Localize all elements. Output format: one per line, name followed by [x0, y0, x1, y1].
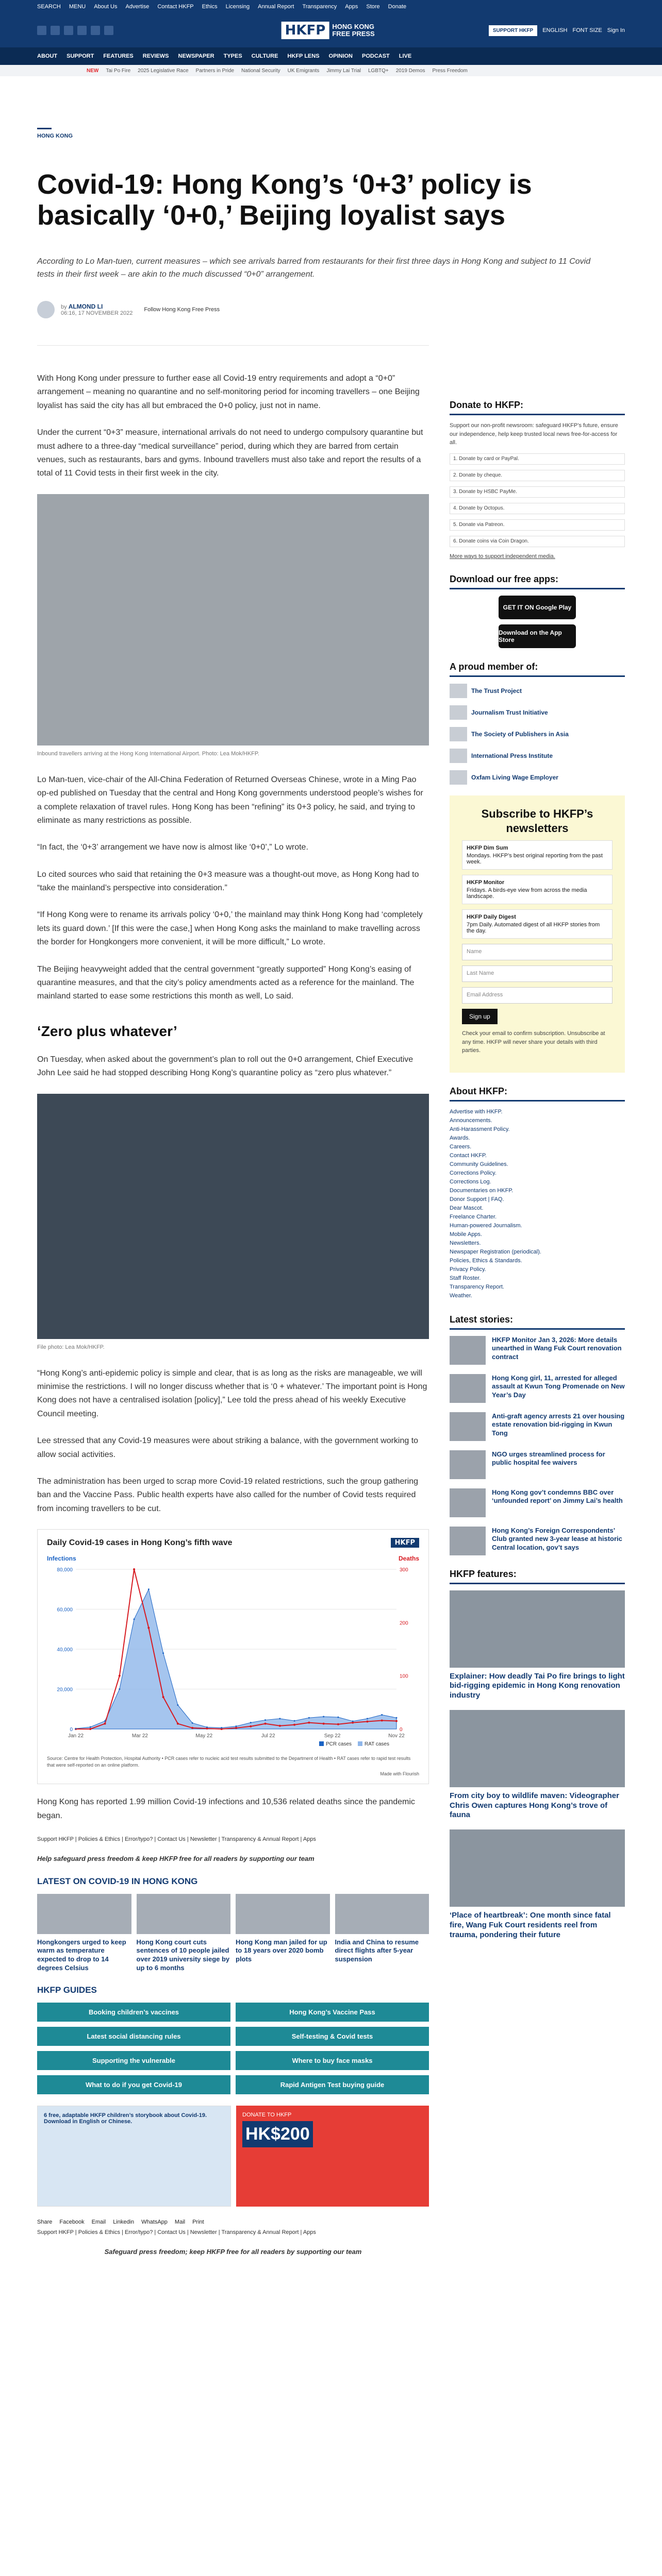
about-link[interactable]: Community Guidelines.	[450, 1161, 508, 1167]
about-heading: About HKFP:	[450, 1086, 625, 1101]
logo-text: HONG KONG FREE PRESS	[332, 22, 375, 38]
guide-button[interactable]: Supporting the vulnerable	[37, 2051, 230, 2070]
story-thumb	[450, 1412, 486, 1441]
advertise-link[interactable]: Advertise	[125, 4, 150, 10]
apps-heading: Download our free apps:	[450, 574, 625, 589]
story-title[interactable]: Hong Kong girl, 11, arrested for alleged assault at Kwun Tong Promenade on New Year’s Day	[492, 1374, 625, 1399]
infection-point	[352, 1720, 354, 1722]
y-left-tick: 60,000	[57, 1607, 73, 1613]
about-link[interactable]: Advertise with HKFP.	[450, 1108, 503, 1115]
image-caption: Inbound travellers arriving at the Hong Kong International Airport. Photo: Lea Mok/HKFP.	[37, 750, 259, 757]
chart-header	[47, 1538, 419, 1548]
infection-point	[367, 1718, 368, 1719]
ethics-link[interactable]: Ethics	[202, 4, 218, 10]
story-thumb	[450, 1450, 486, 1479]
oxfam-icon	[450, 770, 467, 785]
death-point	[133, 1568, 135, 1570]
social-icons	[37, 26, 113, 35]
email-input[interactable]: Email Address	[462, 987, 613, 1004]
trend-link[interactable]: Partners in Pride	[195, 67, 235, 74]
trend-link[interactable]: Jimmy Lai Trial	[326, 67, 361, 74]
app-store-badge[interactable]: Download on the App Store	[499, 624, 576, 648]
legend-pcr: PCR cases	[326, 1741, 352, 1748]
guide-button[interactable]: Booking children’s vaccines	[37, 2003, 230, 2022]
share-link[interactable]: Share	[37, 2219, 53, 2226]
site-logo[interactable]	[282, 22, 381, 39]
death-point	[89, 1728, 91, 1730]
logo-mark: HKFP	[282, 22, 329, 39]
member-name: The Society of Publishers in Asia	[471, 731, 569, 738]
about-link[interactable]: Policies, Ethics & Standards.	[450, 1258, 522, 1264]
chart-svg	[47, 1564, 419, 1750]
death-point	[191, 1727, 193, 1729]
donate-ad-price: HK$200	[242, 2121, 313, 2147]
support-links[interactable]: Support HKFP | Policies & Ethics | Error/typo? | Contact Us | Newsletter | Transparency & Annual Report | Apps	[37, 1836, 316, 1843]
newsletter-option[interactable]	[462, 840, 613, 870]
nav-opinion[interactable]: OPINION	[328, 53, 353, 59]
story-title[interactable]: NGO urges streamlined process for public hospital fee waivers	[492, 1450, 605, 1467]
email-share[interactable]: Email	[91, 2219, 106, 2226]
story-thumb	[450, 1527, 486, 1555]
infection-point	[236, 1725, 237, 1727]
card-title[interactable]: Hongkongers urged to keep warm as temperature expected to drop to 14 degrees Celsius	[37, 1938, 126, 1972]
about-link[interactable]: Dear Mascot.	[450, 1205, 484, 1212]
jti-icon	[450, 705, 467, 720]
trend-link[interactable]: National Security	[241, 67, 280, 74]
donate-option[interactable]: 5. Donate via Patreon.	[450, 519, 625, 531]
about-link[interactable]: Newsletters.	[450, 1240, 481, 1247]
paragraph: Under the current “0+3” measure, international arrivals do not need to undergo compulsory quarantine but must adhere to a three-day “medical surveillance” period, during which they are barred from certain venues, such as restaurants, bars and gyms. Inbound travellers must also take and report the results of a total of 11 Covid tests in their first week in the city.	[37, 428, 423, 478]
language-switch[interactable]: ENGLISH	[542, 27, 568, 33]
death-point	[147, 1627, 150, 1629]
about-link[interactable]: Announcements.	[450, 1117, 492, 1124]
member-logo[interactable]	[450, 726, 625, 742]
member-logo[interactable]	[450, 748, 625, 764]
right-axis-label: Deaths	[398, 1555, 419, 1563]
features-heading: HKFP features:	[450, 1569, 625, 1584]
support-links-bottom[interactable]: Support HKFP | Policies & Ethics | Error/typo? | Contact Us | Newsletter | Transparency & Annual Report | Apps	[37, 2229, 316, 2236]
nav-about[interactable]: ABOUT	[37, 53, 58, 59]
section-heading: ‘Zero plus whatever’	[37, 1023, 177, 1039]
guide-button[interactable]: What to do if you get Covid-19	[37, 2075, 230, 2094]
infection-point	[396, 1717, 398, 1719]
donate-heading: Donate to HKFP:	[450, 400, 625, 415]
x-tick: May 22	[195, 1733, 213, 1739]
y-right-tick: 300	[400, 1567, 408, 1573]
nav-types[interactable]: TYPES	[223, 53, 242, 59]
latest-card[interactable]	[37, 1894, 131, 1973]
death-point	[337, 1723, 339, 1725]
instagram-icon[interactable]	[64, 26, 73, 35]
paragraph: Lo Man-tuen, vice-chair of the All-China Federation of Returned Overseas Chinese, wrote in a Ming Pao op-ed published on Tuesday that the central and Hong Kong governments understood people’s wishes for a complete relaxation of travel rules. Hong Kong has been “refining” its 0+3 policy, he said, and trying to eliminate as many restrictions as possible.	[37, 775, 423, 825]
legend-rat: RAT cases	[365, 1741, 389, 1748]
paragraph: “In fact, the ‘0+3’ arrangement we have now is almost like ‘0+0’,” Lo wrote.	[37, 843, 308, 852]
linkedin-share[interactable]: Linkedin	[113, 2219, 135, 2226]
article-category[interactable]: HONG KONG	[37, 133, 73, 139]
feature-item[interactable]	[450, 1590, 625, 1701]
story-thumb	[450, 1374, 486, 1403]
trend-link[interactable]: Tai Po Fire	[106, 67, 131, 74]
whatsapp-share[interactable]: WhatsApp	[141, 2219, 168, 2226]
x-tick: Sep 22	[324, 1733, 341, 1739]
main-nav	[0, 47, 662, 65]
infections-area	[76, 1589, 396, 1729]
chart-logo: HKFP	[391, 1538, 419, 1548]
author-avatar	[37, 301, 55, 318]
y-left-tick: 20,000	[57, 1687, 73, 1693]
utility-links	[37, 4, 406, 10]
byline-divider	[37, 345, 429, 346]
store-link[interactable]: Store	[366, 4, 380, 10]
death-point	[366, 1721, 368, 1723]
signup-button[interactable]: Sign up	[462, 1009, 498, 1024]
latest-heading: Latest stories:	[450, 1314, 625, 1330]
donate-option[interactable]: 2. Donate by cheque.	[450, 470, 625, 481]
newsletter-heading: Subscribe to HKFP’s newsletters	[481, 807, 593, 835]
twitter-icon[interactable]	[51, 26, 60, 35]
hero-image	[37, 494, 429, 745]
threads-icon[interactable]	[104, 26, 113, 35]
nav-lens[interactable]: HKFP LENS	[287, 53, 320, 59]
last-name-input[interactable]: Last Name	[462, 965, 613, 982]
newsletter-option[interactable]	[462, 875, 613, 904]
death-point	[104, 1723, 106, 1725]
member-name: Journalism Trust Initiative	[471, 709, 548, 716]
y-left-tick: 40,000	[57, 1647, 73, 1653]
death-point	[162, 1696, 164, 1698]
article-body	[37, 372, 429, 2266]
x-tick: Mar 22	[131, 1733, 148, 1739]
feature-title[interactable]: ‘Place of heartbreak’: One month since fatal fire, Wang Fuk Court residents reel from trauma, pondering their future	[450, 1911, 611, 1939]
member-logo[interactable]	[450, 683, 625, 699]
guide-button[interactable]: Latest social distancing rules	[37, 2027, 230, 2046]
facebook-icon[interactable]	[37, 26, 46, 35]
card-image	[335, 1894, 429, 1934]
chart-title: Daily Covid-19 cases in Hong Kong’s fifth wave	[47, 1538, 233, 1547]
story-item[interactable]	[450, 1412, 625, 1441]
paragraph: Hong Kong has reported 1.99 million Covid-19 infections and 10,536 related deaths since the pandemic began.	[37, 1798, 415, 1820]
y-left-tick: 0	[70, 1727, 73, 1733]
card-title[interactable]: Hong Kong man jailed for up to 18 years over 2020 bomb plots	[236, 1938, 327, 1963]
sign-in-link[interactable]: Sign In	[607, 27, 625, 33]
support-button[interactable]: SUPPORT HKFP	[489, 25, 537, 36]
publish-date: 06:16, 17 NOVEMBER 2022	[61, 310, 133, 316]
safeguard-cta[interactable]: Safeguard press freedom; keep HKFP free for all readers by supporting our team	[104, 2248, 362, 2256]
death-point	[119, 1675, 121, 1677]
byline-text: by ALMOND LI 06:16, 17 NOVEMBER 2022	[61, 303, 133, 316]
paragraph: “Hong Kong’s anti-epidemic policy is simple and clear, that is as long as the risks are manageable, we will minimise the restrictions. I will no longer discuss whether that is ‘0 + whatever.’ The important point is Hong Kong does not have a centralised isolation [policy],” Lee told the press ahead of his weekly Executive Council meeting.	[37, 1368, 427, 1418]
guide-button[interactable]: Self-testing & Covid tests	[236, 2027, 429, 2046]
death-point	[235, 1727, 237, 1729]
linkedin-icon[interactable]	[91, 26, 100, 35]
john-lee-image	[37, 1094, 429, 1339]
story-title[interactable]: Hong Kong’s Foreign Correspondents’ Club granted new 3-year lease at historic Central location, gov’t says	[492, 1526, 622, 1552]
donate-ad[interactable]	[236, 2106, 429, 2207]
support-cta[interactable]: Help safeguard press freedom & keep HKFP free for all readers by supporting our team	[37, 1855, 315, 1863]
newsletter-desc: 7pm Daily. Automated digest of all HKFP stories from the day.	[467, 922, 600, 934]
nav-live[interactable]: LIVE	[399, 53, 412, 59]
paragraph: With Hong Kong under pressure to further ease all Covid-19 entry requirements and adopt a “0+0” arrangement – meaning no quarantine and no self-monitoring period for incoming travellers – one Beijing loyalist has said the city has all but embraced the 0+0 policy, just not in name.	[37, 374, 420, 410]
about-link[interactable]: Privacy Policy.	[450, 1266, 486, 1273]
member-logo[interactable]	[450, 705, 625, 720]
infection-point	[75, 1728, 77, 1730]
paragraph: “If Hong Kong were to rename its arrivals policy ‘0+0,’ the mainland may think Hong Kong had ‘completely lets its guard down.’ [If this were the case,] when Hong Kong asks the mainland to make travelling across the border for Hongkongers more convenient, it will be more difficult,” Lo wrote.	[37, 910, 423, 947]
x-tick: Jul 22	[261, 1733, 275, 1739]
donate-option[interactable]: 4. Donate by Octopus.	[450, 503, 625, 514]
about-link[interactable]: Newspaper Registration (periodical).	[450, 1249, 541, 1256]
font-size-control[interactable]: FONT SIZE	[572, 27, 602, 33]
trend-link[interactable]: LGBTQ+	[368, 67, 389, 74]
trend-link[interactable]: Press Freedom	[432, 67, 468, 74]
story-item[interactable]	[450, 1450, 625, 1479]
guide-button[interactable]: Where to buy face masks	[236, 2051, 429, 2070]
donate-blurb: Support our non-profit newsroom: safeguard HKFP’s future, ensure our independence, help keep trusted local news free-for-access for all.	[450, 422, 618, 446]
newsletter-name: HKFP Daily Digest	[467, 914, 516, 920]
infection-point	[264, 1719, 266, 1721]
byline	[37, 301, 220, 318]
infection-point	[221, 1727, 222, 1728]
newsletter-name: HKFP Dim Sum	[467, 845, 508, 851]
newsletter-desc: Mondays. HKFP’s best original reporting from the past week.	[467, 853, 603, 865]
member-name: Oxfam Living Wage Employer	[471, 774, 558, 781]
contact-link[interactable]: Contact HKFP	[157, 4, 194, 10]
death-point	[395, 1720, 398, 1722]
about-link[interactable]: Staff Roster.	[450, 1275, 481, 1282]
sopa-icon	[450, 727, 467, 741]
infection-point	[294, 1720, 295, 1722]
nav-podcast[interactable]: PODCAST	[362, 53, 390, 59]
about-links	[450, 1108, 625, 1301]
feature-image	[450, 1829, 625, 1907]
covid-chart	[37, 1529, 429, 1784]
death-point	[250, 1725, 252, 1727]
nav-features[interactable]: FEATURES	[103, 53, 134, 59]
death-point	[323, 1723, 325, 1725]
y-right-tick: 200	[400, 1620, 408, 1626]
article-title: Covid-19: Hong Kong’s ‘0+3’ policy is basically ‘0+0,’ Beijing loyalist says	[37, 169, 532, 231]
about-link[interactable]: Freelance Charter.	[450, 1214, 497, 1221]
menu-link[interactable]: MENU	[69, 4, 86, 10]
about-link[interactable]: Mobile Apps.	[450, 1231, 482, 1238]
infection-point	[90, 1726, 91, 1728]
card-image	[236, 1894, 330, 1934]
transparency-link[interactable]: Transparency	[302, 4, 337, 10]
mail-share[interactable]: Mail	[174, 2219, 186, 2226]
infection-point	[381, 1714, 383, 1716]
trend-link[interactable]: UK Emigrants	[287, 67, 320, 74]
story-title[interactable]: HKFP Monitor Jan 3, 2026: More details unearthed in Wang Fuk Court renovation contract	[492, 1335, 622, 1361]
latest-card[interactable]	[137, 1894, 231, 1973]
trending-bar	[0, 65, 662, 76]
youtube-icon[interactable]	[77, 26, 87, 35]
flourish-credit: Made with Flourish	[380, 1771, 419, 1777]
about-link[interactable]: Weather.	[450, 1293, 472, 1299]
storybook-ad[interactable]: 6 free, adaptable HKFP children’s storybook about Covid-19. Download in English or Chinese.	[37, 2106, 231, 2207]
trend-link[interactable]: 2019 Demos	[395, 67, 425, 74]
nav-support[interactable]: SUPPORT	[67, 53, 94, 59]
nav-reviews[interactable]: REVIEWS	[142, 53, 169, 59]
about-link[interactable]: Transparency Report.	[450, 1284, 504, 1291]
paragraph: Lee stressed that any Covid-19 measures were about striking a balance, with the government working to allow social activities.	[37, 1436, 419, 1459]
death-point	[279, 1725, 281, 1727]
donate-ad-title: DONATE TO HKFP	[242, 2112, 292, 2119]
signup-note: Check your email to confirm subscription. Unsubscribe at any time. HKFP will never share your details with third parties.	[462, 1030, 605, 1054]
member-logo[interactable]	[450, 770, 625, 785]
apps-link[interactable]: Apps	[345, 4, 358, 10]
article-dek: According to Lo Man-tuen, current measures – which see arrivals barred from restaurants for their first three days in Hong Kong and subject to 11 Covid tests in their first week – are akin to the much discussed “0+0” arrangement.	[37, 257, 591, 279]
infection-point	[134, 1618, 135, 1620]
first-name-input[interactable]: Name	[462, 944, 613, 960]
paragraph: The administration has been urged to scrap more Covid-19 related restrictions, such the group gathering ban and the Vaccine Pass. Public health experts have also called for the number of Covid tests required from incoming travellers to be cut.	[37, 1477, 419, 1513]
y-right-tick: 0	[400, 1727, 403, 1733]
masthead-actions	[489, 25, 625, 36]
share-links	[37, 2219, 429, 2225]
facebook-share[interactable]: Facebook	[59, 2219, 85, 2226]
nav-culture[interactable]: CULTURE	[251, 53, 278, 59]
feature-item[interactable]	[450, 1710, 625, 1820]
infection-point	[206, 1726, 208, 1728]
donate-option[interactable]: 1. Donate by card or PayPal.	[450, 453, 625, 465]
member-name: International Press Institute	[471, 752, 553, 759]
feature-item[interactable]	[450, 1829, 625, 1940]
card-image	[37, 1894, 131, 1934]
death-point	[308, 1722, 310, 1724]
card-title[interactable]: Hong Kong court cuts sentences of 10 people jailed over 2019 university siege by up to 6 months	[136, 1938, 230, 1972]
story-thumb	[450, 1488, 486, 1517]
latest-card[interactable]	[335, 1894, 429, 1973]
death-point	[264, 1723, 267, 1725]
infection-point	[148, 1588, 150, 1590]
author-name[interactable]: ALMOND LI	[68, 303, 103, 310]
member-heading: A proud member of:	[450, 662, 625, 677]
guides-heading: HKFP GUIDES	[37, 1985, 97, 1995]
about-link[interactable]: About Us	[94, 4, 118, 10]
nav-newspaper[interactable]: NEWSPAPER	[178, 53, 214, 59]
legend-swatch-rat	[358, 1741, 362, 1746]
card-image	[137, 1894, 231, 1934]
donate-option[interactable]: 6. Donate coins via Coin Dragon.	[450, 536, 625, 547]
about-link[interactable]: Awards.	[450, 1134, 470, 1141]
about-link[interactable]: Careers.	[450, 1143, 472, 1150]
newsletter-option[interactable]	[462, 909, 613, 939]
death-point	[293, 1724, 295, 1726]
infection-point	[250, 1722, 252, 1723]
trust-project-icon	[450, 684, 467, 698]
y-left-tick: 80,000	[57, 1567, 73, 1573]
ipi-icon	[450, 749, 467, 763]
x-tick: Jan 22	[68, 1733, 84, 1739]
story-thumb	[450, 1336, 486, 1365]
paragraph: On Tuesday, when asked about the government’s plan to roll out the 0+0 arrangement, Chief Executive John Lee said he had stopped describing Hong Kong’s quarantine policy as “zero plus whatever.”	[37, 1055, 413, 1078]
story-item[interactable]	[450, 1374, 625, 1403]
member-name: The Trust Project	[471, 687, 522, 694]
image-caption: File photo: Lea Mok/HKFP.	[37, 1344, 105, 1350]
top-utility-bar	[0, 0, 662, 13]
donate-link[interactable]: Donate	[388, 4, 407, 10]
feature-image	[450, 1590, 625, 1668]
infection-point	[279, 1718, 280, 1719]
about-link[interactable]: Contact HKFP.	[450, 1152, 487, 1159]
story-title[interactable]: Hong Kong gov’t condemns BBC over ‘unfounded report’ on Jimmy Lai’s health	[492, 1488, 623, 1505]
search-link[interactable]: SEARCH	[37, 4, 61, 10]
chart-axis-labels	[47, 1555, 419, 1562]
infection-point	[337, 1717, 339, 1718]
feature-title[interactable]: Explainer: How deadly Tai Po fire brings to light bid-rigging epidemic in Hong Kong renovation industry	[450, 1671, 625, 1700]
trend-link[interactable]: 2025 Legislative Race	[138, 67, 189, 74]
legend-swatch-pcr	[319, 1741, 324, 1746]
about-link[interactable]: Anti-Harassment Policy.	[450, 1126, 510, 1132]
paragraph: Lo cited sources who said that retaining the 0+3 measure was a thought-out move, as Hong Kong had to “take the mainland’s perspective into consideration.”	[37, 870, 419, 893]
sidebar	[450, 400, 625, 1949]
about-link[interactable]: Human-powered Journalism.	[450, 1223, 522, 1229]
newsletter-name: HKFP Monitor	[467, 879, 505, 886]
infection-point	[119, 1688, 120, 1690]
google-play-badge[interactable]: GET IT ON Google Play	[499, 596, 576, 619]
chart-source: Source: Centre for Health Protection, Hospital Authority • PCR cases refer to nucleic acid test results submitted to the Department of Health • RAT cases refer to rapid test results that were self-reported on an online platform.	[47, 1756, 411, 1768]
follow-link[interactable]: Follow Hong Kong Free Press	[144, 307, 220, 313]
latest-covid-heading: LATEST ON COVID-19 IN HONG KONG	[37, 1876, 198, 1886]
latest-card[interactable]	[236, 1894, 330, 1973]
story-item[interactable]	[450, 1488, 625, 1517]
infection-point	[177, 1704, 178, 1706]
feature-image	[450, 1710, 625, 1787]
death-point	[177, 1723, 179, 1725]
new-badge: NEW	[87, 67, 99, 74]
story-title[interactable]: Anti-graft agency arrests 21 over housing estate renovation bid-rigging in Kwun Tong	[492, 1412, 625, 1437]
annual-report-link[interactable]: Annual Report	[258, 4, 294, 10]
infection-point	[323, 1716, 324, 1718]
story-item[interactable]	[450, 1336, 625, 1365]
death-point	[381, 1720, 383, 1722]
promo-row	[37, 2106, 429, 2207]
feature-title[interactable]: From city boy to wildlife maven: Videographer Chris Owen captures Hong Kong’s trove of fauna	[450, 1791, 619, 1820]
guide-button[interactable]: Hong Kong’s Vaccine Pass	[236, 2003, 429, 2022]
latest-covid-cards	[37, 1894, 429, 1973]
infection-point	[192, 1722, 193, 1724]
about-link[interactable]: Donor Support | FAQ.	[450, 1196, 504, 1202]
about-link[interactable]: Corrections Policy.	[450, 1170, 496, 1176]
left-axis-label: Infections	[47, 1555, 76, 1563]
guides-grid	[37, 2003, 429, 2094]
x-tick: Nov 22	[388, 1733, 405, 1739]
newsletter-desc: Fridays. A birds-eye view from across the media landscape.	[467, 887, 587, 900]
guide-button[interactable]: Rapid Antigen Test buying guide	[236, 2075, 429, 2094]
newsletter-box	[450, 795, 625, 1073]
more-ways-link[interactable]: More ways to support independent media.	[450, 553, 555, 560]
infection-point	[308, 1717, 310, 1719]
licensing-link[interactable]: Licensing	[225, 4, 250, 10]
story-item[interactable]	[450, 1527, 625, 1555]
infection-point	[104, 1720, 106, 1722]
print-share[interactable]: Print	[192, 2219, 204, 2226]
card-title[interactable]: India and China to resume direct flights after 5-year suspension	[335, 1938, 419, 1963]
masthead	[0, 13, 662, 47]
donate-option[interactable]: 3. Donate by HSBC PayMe.	[450, 486, 625, 498]
y-right-tick: 100	[400, 1673, 408, 1680]
about-link[interactable]: Corrections Log.	[450, 1178, 491, 1185]
infection-point	[162, 1652, 164, 1654]
about-link[interactable]: Documentaries on HKFP.	[450, 1187, 514, 1194]
paragraph: The Beijing heavyweight added that the central government “greatly supported” Hong Kong’s easing of quarantine measures, and that the city’s policy amendments acted as a reference for the mainland. The mainland started to ease some restrictions this month as well, Lo said.	[37, 964, 415, 1001]
